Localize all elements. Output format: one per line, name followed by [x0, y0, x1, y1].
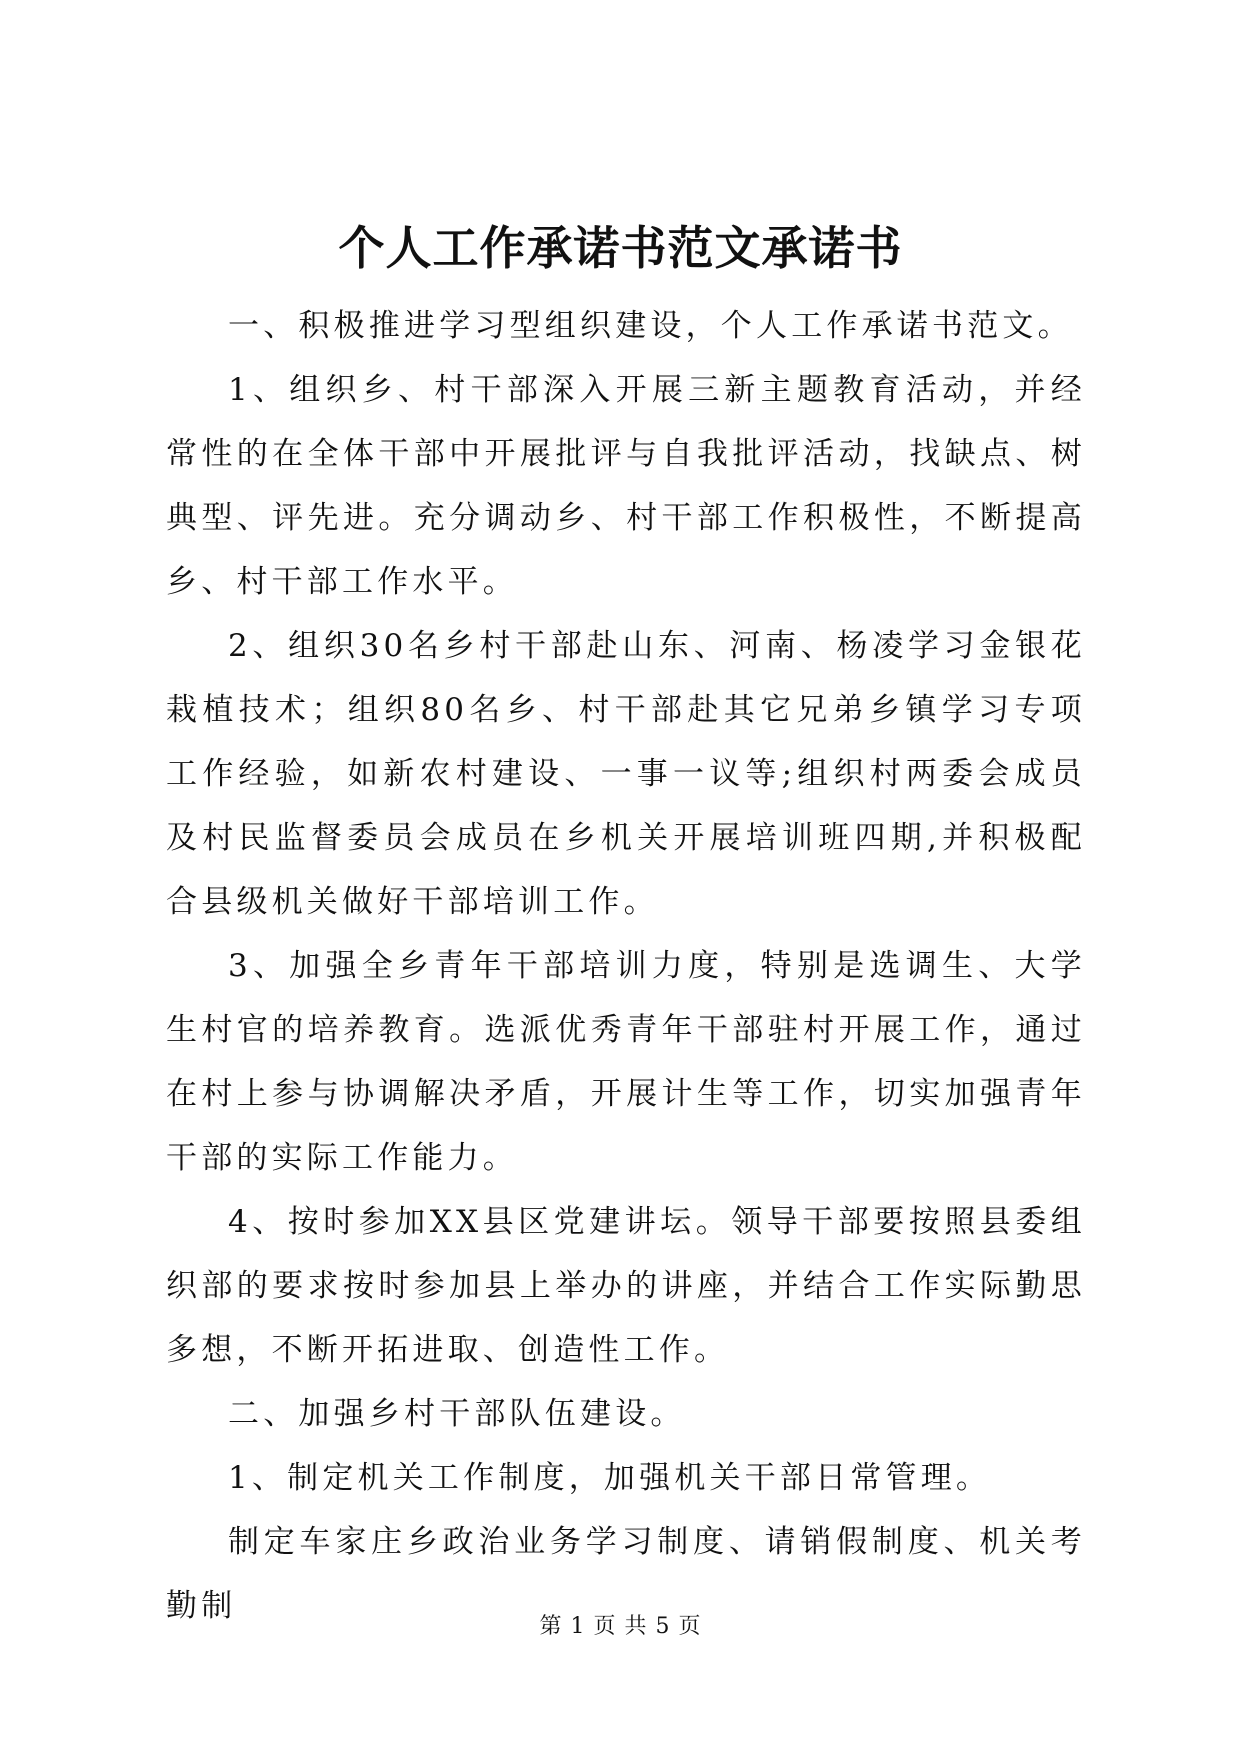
- paragraph-item-1: 1、组织乡、村干部深入开展三新主题教育活动，并经常性的在全体干部中开展批评与自我批评活动，找缺点、树典型、评先进。充分调动乡、村干部工作积极性，不断提高乡、村干部工作水平。: [166, 372, 1086, 600]
- paragraph-section-1-heading: 一、积极推进学习型组织建设，个人工作承诺书范文。: [228, 308, 1073, 344]
- paragraph-section-2-item-1: 1、制定机关工作制度，加强机关干部日常管理。: [228, 1460, 992, 1496]
- paragraph-item-2: 2、组织30名乡村干部赴山东、河南、杨凌学习金银花栽植技术；组织80名乡、村干部赴其它兄弟乡镇学习专项工作经验，如新农村建设、一事一议等;组织村两委会成员及村民监督委员会成员在乡机关开展培训班四期,并积极配合县级机关做好干部培训工作。: [166, 628, 1086, 920]
- document-body: [166, 294, 1086, 1638]
- paragraph-item-3: 3、加强全乡青年干部培训力度，特别是选调生、大学生村官的培养教育。选派优秀青年干部驻村开展工作，通过在村上参与协调解决矛盾，开展计生等工作，切实加强青年干部的实际工作能力。: [166, 948, 1086, 1176]
- document-title: 个人工作承诺书范文承诺书: [338, 221, 903, 275]
- page-number-footer: 第 1 页 共 5 页: [539, 1614, 702, 1639]
- paragraph-section-2-heading: 二、加强乡村干部队伍建设。: [228, 1396, 686, 1432]
- paragraph-continuation: 制定车家庄乡政治业务学习制度、请销假制度、机关考勤制: [166, 1524, 1086, 1624]
- paragraph-item-4: 4、按时参加XX县区党建讲坛。领导干部要按照县委组织部的要求按时参加县上举办的讲座，并结合工作实际勤思多想，不断开拓进取、创造性工作。: [166, 1204, 1086, 1368]
